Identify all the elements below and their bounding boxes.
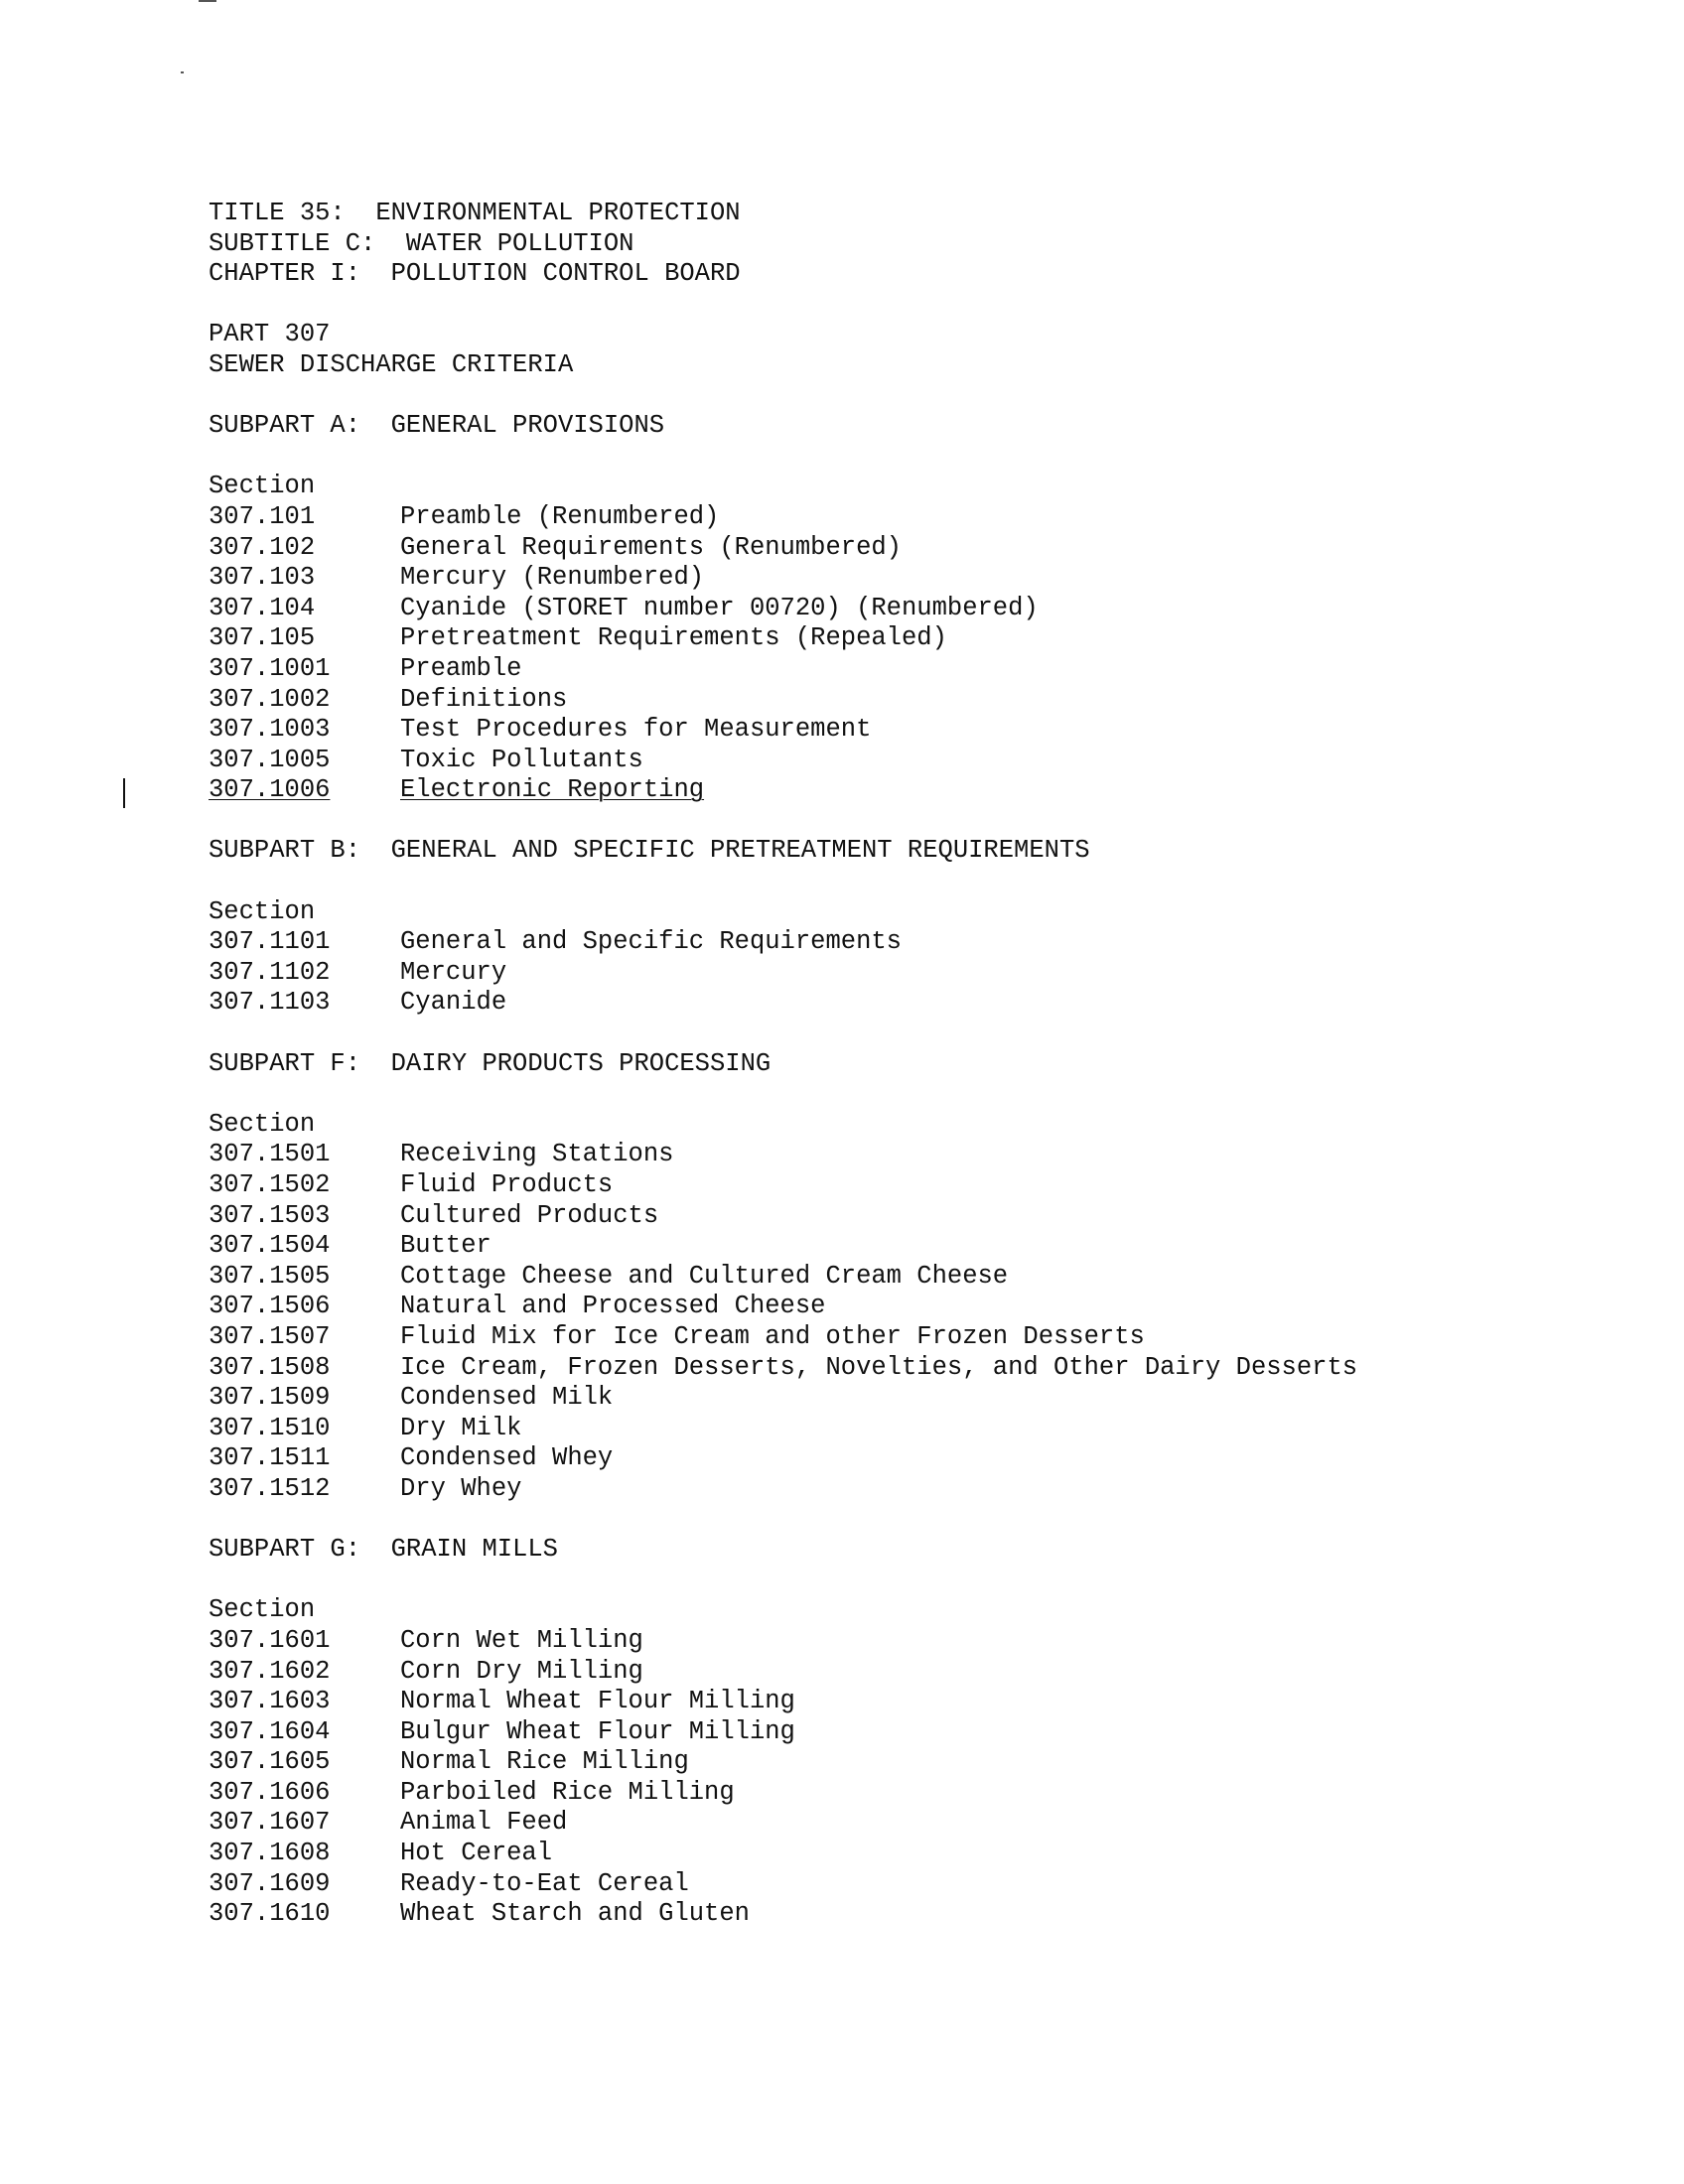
section-number: 307.1003 <box>209 715 331 745</box>
section-title: Mercury (Renumbered) <box>400 563 705 593</box>
toc-row <box>209 746 1499 776</box>
section-number: 307.1606 <box>209 1777 331 1807</box>
section-number: 307.1602 <box>209 1656 331 1686</box>
section-title: Receiving Stations <box>400 1140 674 1169</box>
section-title: Condensed Whey <box>400 1443 614 1473</box>
toc-row <box>209 1717 1499 1748</box>
section-number: 307.1503 <box>209 1200 331 1230</box>
section-title: Pretreatment Requirements (Repealed) <box>400 623 947 653</box>
section-number: 307.1509 <box>209 1383 331 1413</box>
scan-speck <box>199 0 216 2</box>
toc-row-amended <box>209 775 1499 806</box>
chapter-line: CHAPTER I: POLLUTION CONTROL BOARD <box>209 259 741 289</box>
section-number: 307.1605 <box>209 1747 331 1777</box>
section-number: 307.1609 <box>209 1868 331 1898</box>
section-number: 307.1512 <box>209 1473 331 1503</box>
section-number: 307.1511 <box>209 1443 331 1473</box>
section-title: Butter <box>400 1231 491 1261</box>
section-number: 307.1608 <box>209 1839 331 1868</box>
toc-row <box>209 685 1499 716</box>
section-number: 307.1002 <box>209 684 331 714</box>
section-title: Fluid Mix for Ice Cream and other Frozen Desserts <box>400 1321 1145 1351</box>
section-title: Normal Rice Milling <box>400 1747 689 1777</box>
toc-row <box>209 594 1499 624</box>
section-number: 307.102 <box>209 532 316 562</box>
section-number: 307.1504 <box>209 1231 331 1261</box>
section-number: 307.1601 <box>209 1625 331 1655</box>
toc-row <box>209 654 1499 685</box>
section-heading: Section <box>209 472 316 501</box>
change-bar <box>123 778 125 808</box>
section-title: Parboiled Rice Milling <box>400 1777 735 1807</box>
section-title: Normal Wheat Flour Milling <box>400 1687 795 1716</box>
section-title: General Requirements (Renumbered) <box>400 532 902 562</box>
section-title: Ice Cream, Frozen Desserts, Novelties, and Other Dairy Desserts <box>400 1352 1358 1382</box>
toc-row <box>209 1201 1499 1232</box>
toc-row <box>209 533 1499 564</box>
title-line: TITLE 35: ENVIRONMENTAL PROTECTION <box>209 199 741 227</box>
section-title: Mercury <box>400 957 507 987</box>
section-number: 307.1607 <box>209 1808 331 1838</box>
section-number: 307.1502 <box>209 1170 331 1199</box>
section-title: Corn Wet Milling <box>400 1625 643 1655</box>
section-title: Animal Feed <box>400 1808 568 1838</box>
section-number: 307.1604 <box>209 1716 331 1746</box>
section-number: 307.1510 <box>209 1413 331 1442</box>
section-title: Dry Milk <box>400 1413 522 1442</box>
section-number: 307.1103 <box>209 988 331 1018</box>
scan-speck <box>181 71 184 73</box>
section-number: 307.1506 <box>209 1292 331 1321</box>
toc-row <box>209 623 1499 654</box>
section-number: 307.1102 <box>209 957 331 987</box>
section-title: General and Specific Requirements <box>400 927 902 957</box>
section-heading: Section <box>209 896 316 926</box>
subpart-f-heading: SUBPART F: DAIRY PRODUCTS PROCESSING <box>209 1048 772 1078</box>
part-number: PART 307 <box>209 320 331 349</box>
section-title: Cyanide (STORET number 00720) (Renumbered) <box>400 593 1039 622</box>
section-title: Ready-to-Eat Cereal <box>400 1868 689 1898</box>
toc-row <box>209 1231 1499 1262</box>
toc-row <box>209 988 1499 1019</box>
section-number: 307.103 <box>209 563 316 593</box>
toc-row <box>209 1414 1499 1444</box>
section-number: 307.1507 <box>209 1321 331 1351</box>
section-number: 307.1508 <box>209 1352 331 1382</box>
toc-row <box>209 1383 1499 1414</box>
section-title: Fluid Products <box>400 1170 614 1199</box>
section-number: 307.1610 <box>209 1899 331 1929</box>
section-number: 307.101 <box>209 501 316 531</box>
section-title: Cottage Cheese and Cultured Cream Cheese <box>400 1261 1009 1291</box>
section-number-underlined: 307.1006 <box>209 775 331 805</box>
subpart-a-heading: SUBPART A: GENERAL PROVISIONS <box>209 411 665 441</box>
section-number: 307.1505 <box>209 1261 331 1291</box>
section-title: Toxic Pollutants <box>400 745 643 774</box>
toc-row <box>209 1262 1499 1293</box>
toc-row <box>209 1657 1499 1688</box>
toc-row <box>209 1443 1499 1474</box>
section-number: 307.1603 <box>209 1687 331 1716</box>
section-title: Corn Dry Milling <box>400 1656 643 1686</box>
section-number: 307.104 <box>209 593 316 622</box>
section-number: 307.105 <box>209 623 316 653</box>
table-of-contents <box>209 199 1499 1930</box>
section-number: 307.1101 <box>209 927 331 957</box>
section-title: Natural and Processed Cheese <box>400 1292 826 1321</box>
toc-row <box>209 1322 1499 1353</box>
section-title: Dry Whey <box>400 1473 522 1503</box>
section-title: Test Procedures for Measurement <box>400 715 872 745</box>
toc-row <box>209 1474 1499 1505</box>
section-number: 307.1501 <box>209 1140 331 1169</box>
toc-row <box>209 1747 1499 1778</box>
section-title: Definitions <box>400 684 568 714</box>
toc-row <box>209 1808 1499 1839</box>
section-title: Wheat Starch and Gluten <box>400 1899 750 1929</box>
toc-row <box>209 1170 1499 1201</box>
toc-row <box>209 1626 1499 1657</box>
toc-row <box>209 1687 1499 1717</box>
section-title: Condensed Milk <box>400 1383 614 1413</box>
section-title: Bulgur Wheat Flour Milling <box>400 1716 795 1746</box>
section-title: Cultured Products <box>400 1200 659 1230</box>
section-number: 307.1005 <box>209 745 331 774</box>
section-title-underlined: Electronic Reporting <box>400 775 705 805</box>
part-name: SEWER DISCHARGE CRITERIA <box>209 349 574 379</box>
toc-row <box>209 958 1499 989</box>
toc-row <box>209 1869 1499 1900</box>
toc-row <box>209 563 1499 594</box>
subtitle-line: SUBTITLE C: WATER POLLUTION <box>209 228 634 258</box>
section-number: 307.1001 <box>209 653 331 683</box>
toc-row <box>209 1778 1499 1809</box>
section-title: Hot Cereal <box>400 1839 553 1868</box>
toc-row <box>209 927 1499 958</box>
section-heading: Section <box>209 1109 316 1139</box>
section-title: Preamble (Renumbered) <box>400 501 720 531</box>
toc-row <box>209 1140 1499 1170</box>
section-title: Preamble <box>400 653 522 683</box>
toc-row <box>209 1839 1499 1869</box>
section-number <box>209 775 400 806</box>
toc-row <box>209 715 1499 746</box>
toc-row <box>209 1899 1499 1930</box>
section-title: Cyanide <box>400 988 507 1018</box>
section-heading: Section <box>209 1595 316 1625</box>
subpart-g-heading: SUBPART G: GRAIN MILLS <box>209 1535 558 1565</box>
toc-row <box>209 1292 1499 1322</box>
subpart-b-heading: SUBPART B: GENERAL AND SPECIFIC PRETREATMENT REQUIREMENTS <box>209 836 1090 866</box>
toc-row <box>209 502 1499 533</box>
toc-row <box>209 1353 1499 1384</box>
